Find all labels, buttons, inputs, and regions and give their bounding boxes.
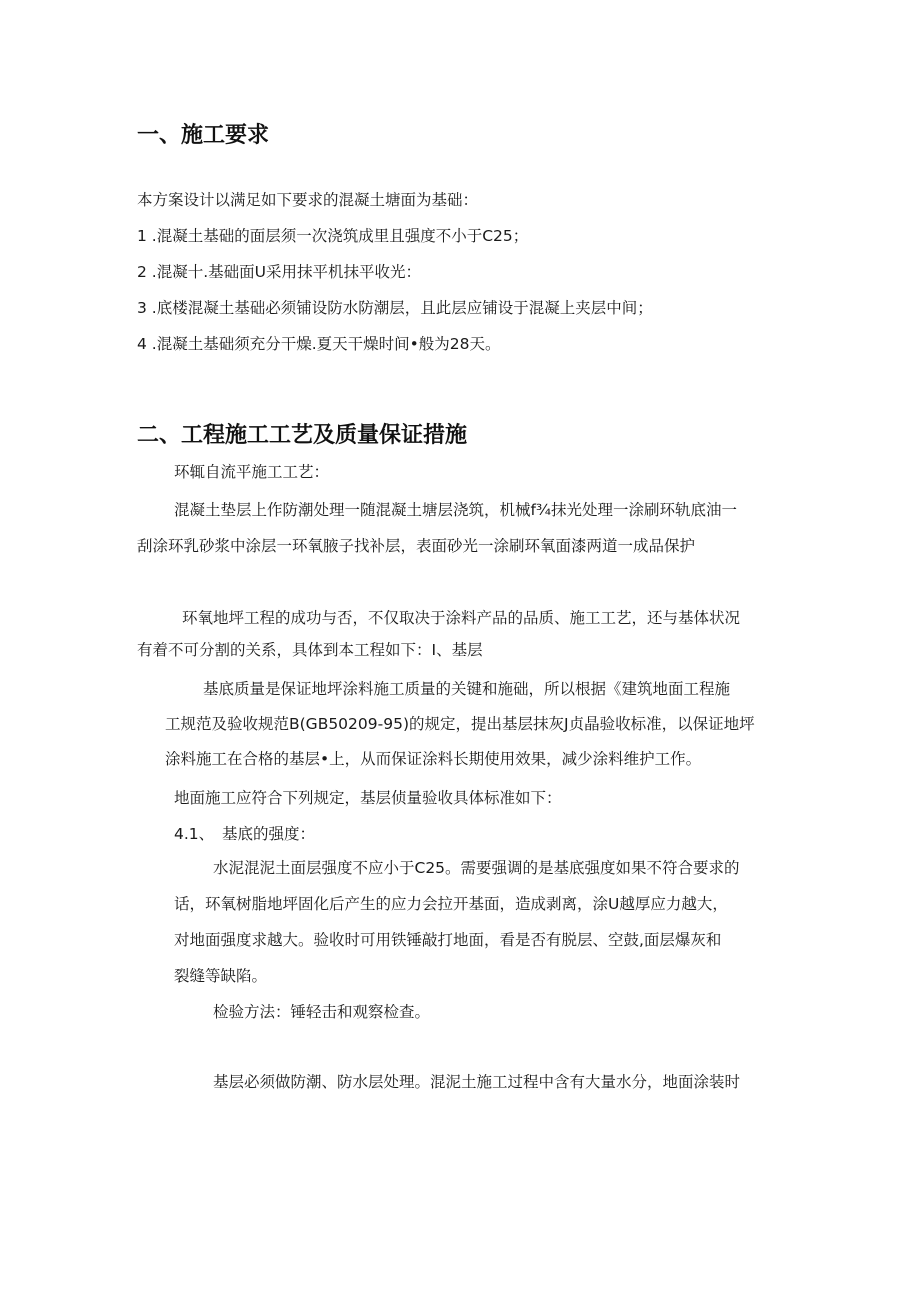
paragraph-4-line-4: 裂缝等缺陷。 xyxy=(174,967,268,985)
section-heading-2: 二、工程施工工艺及质量保证措施 xyxy=(137,423,468,448)
section1-intro: 本方案设计以满足如下要求的混凝土塘面为基础： xyxy=(137,191,479,209)
requirement-item-4: 4 .混凝土基础须充分干燥.夏天干燥时间•般为28天。 xyxy=(137,335,501,353)
process-line-1: 混凝土垫层上作防潮处理一随混凝土塘层浇筑，机械f¾抹光处理一涂刷环轨底油一 xyxy=(174,501,737,519)
process-line-2: 刮涂环乳砂浆中涂层一环氧腋子找补层，表面砂光一涂刷环氧面漆两道一成品保护 xyxy=(137,537,696,555)
paragraph-4-line-1: 水泥混泥土面层强度不应小于C25。需要强调的是基底强度如果不符合要求的 xyxy=(213,859,740,877)
paragraph-4-line-2: 话，环氧树脂地坪固化后产生的应力会拉开基面，造成剥离，涂U越厚应力越大， xyxy=(174,895,728,913)
inspection-method: 检验方法：锤轻击和观察检查。 xyxy=(213,1003,431,1021)
paragraph-1-line-1: 环氧地坪工程的成功与否，不仅取决于涂料产品的品质、施工工艺，还与基体状况 xyxy=(182,609,741,627)
section-heading-1: 一、施工要求 xyxy=(137,123,270,148)
requirement-item-1: 1 .混凝土基础的面层须一次浇筑成里且强度不小于C25； xyxy=(137,227,529,245)
sub-heading-text: 基底的强度： xyxy=(222,825,316,843)
paragraph-1-line-2: 有着不可分割的关系，具体到本工程如下：I、基层 xyxy=(137,641,483,659)
paragraph-5: 基层必须做防潮、防水层处理。混泥土施工过程中含有大量水分，地面涂装时 xyxy=(213,1073,741,1091)
paragraph-3: 地面施工应符合下列规定，基层侦量验收具体标准如下： xyxy=(174,789,562,807)
requirement-item-2: 2 .混凝十.基础面U采用抹平机抹平收光： xyxy=(137,263,421,281)
paragraph-2-line-2: 工规范及验收规范B(GB50209-95)的规定，提出基层抹灰J贞晶验收标准，以保证地坪 xyxy=(165,715,755,733)
process-title: 环辄自流平施工工艺： xyxy=(174,463,330,481)
paragraph-2-line-1: 基底质量是保证地坪涂料施工质量的关键和施础，所以根据《建筑地面工程施 xyxy=(203,680,731,698)
sub-heading-number: 4.1、 xyxy=(174,825,215,843)
paragraph-4-line-3: 对地面强度求越大。验收时可用铁锤敲打地面，看是否有脱层、空鼓,面层爆灰和 xyxy=(174,931,722,949)
paragraph-2-line-3: 涂料施工在合格的基层•上，从而保证涂料长期使用效果，减少涂料维护工作。 xyxy=(165,750,702,768)
requirement-item-3: 3 .底楼混凝土基础必须铺设防水防潮层，且此层应铺设于混凝上夹层中间； xyxy=(137,299,653,317)
